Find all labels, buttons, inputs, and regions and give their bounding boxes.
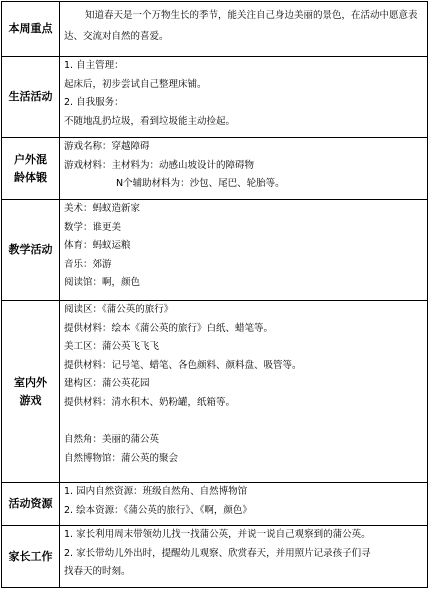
content-line: 音乐：郊游 [64,258,112,270]
weekly-plan-table [1,1,428,588]
content-line: 数学：谁更美 [64,221,122,233]
content-line: 游戏材料：主材料为：动感山坡设计的障碍物 [64,159,255,171]
content-line: 阅读馆：啊，颜色 [64,277,141,289]
content-line: 美术：蚂蚁造新家 [64,203,141,214]
content-line: 1. 园内自然资源：班级自然角、自然博物馆 [64,486,248,497]
row-content [60,483,428,526]
row-label: 户外混 龄体锻 [2,138,60,200]
content-line: 自然博物馆：蒲公英的聚会 [64,452,179,464]
content-line: 2. 家长带幼儿外出时，提醒幼儿观察、欣赏春天，并用照片记录孩子们寻 [64,547,371,559]
focus-text: 知道春天是一个万物生长的季节，能关注自己身边美丽的景色，在活动中愿意表达、交流对自然的喜爱。 [64,10,418,42]
content-line: 提供材料：绘本《蒲公英的旅行》白纸、蜡笔等。 [64,322,274,334]
row-content [60,301,428,483]
row-weekly-focus [2,2,428,57]
row-label: 教学活动 [2,200,60,301]
row-label: 室内外 游戏 [2,301,60,483]
content-line: 找春天的时刻。 [64,566,131,578]
row-label: 家长工作 [2,526,60,588]
row-label: 活动资源 [2,483,60,526]
row-resources [2,483,428,526]
row-content [60,57,428,138]
row-outdoor-exercise [2,138,428,200]
content-line: 1. 家长利用周末带领幼儿找一找蒲公英，并说一说自己观察到的蒲公英。 [64,529,371,540]
content-line: 2. 自我服务： [64,97,124,109]
content-line: 1. 自主管理： [64,60,124,71]
row-content [60,200,428,301]
blank-line [64,413,424,432]
content-line: 不随地乱扔垃圾，看到垃圾能主动捡起。 [64,115,236,127]
row-label: 生活活动 [2,57,60,138]
row-teaching [2,200,428,301]
row-content [60,2,428,57]
row-daily-life [2,57,428,138]
content-line: N个辅助材料为：沙包、尾巴、轮胎等。 [116,178,285,190]
content-line: 体育：蚂蚁运粮 [64,240,131,252]
row-label: 本周重点 [2,2,60,57]
row-content [60,526,428,588]
row-games [2,301,428,483]
content-line: 提供材料：记号笔、蜡笔、各色颜料、颜料盘、吸管等。 [64,359,302,371]
content-line: 建构区：蒲公英花园 [64,378,150,390]
content-line: 2. 绘本资源：《蒲公英的旅行》、《啊，颜色》 [64,504,252,516]
content-line: 游戏名称：穿越障碍 [64,141,150,152]
row-parent-work [2,526,428,588]
row-content [60,138,428,200]
content-line: 美工区：蒲公英飞飞飞 [64,341,160,353]
content-line: 阅读区：《蒲公英的旅行》 [64,304,174,315]
content-line: 自然角：美丽的蒲公英 [64,434,160,446]
content-line: 提供材料：清水积木、奶粉罐，纸箱等。 [64,396,236,408]
content-line: 起床后，初步尝试自己整理床铺。 [64,78,207,90]
